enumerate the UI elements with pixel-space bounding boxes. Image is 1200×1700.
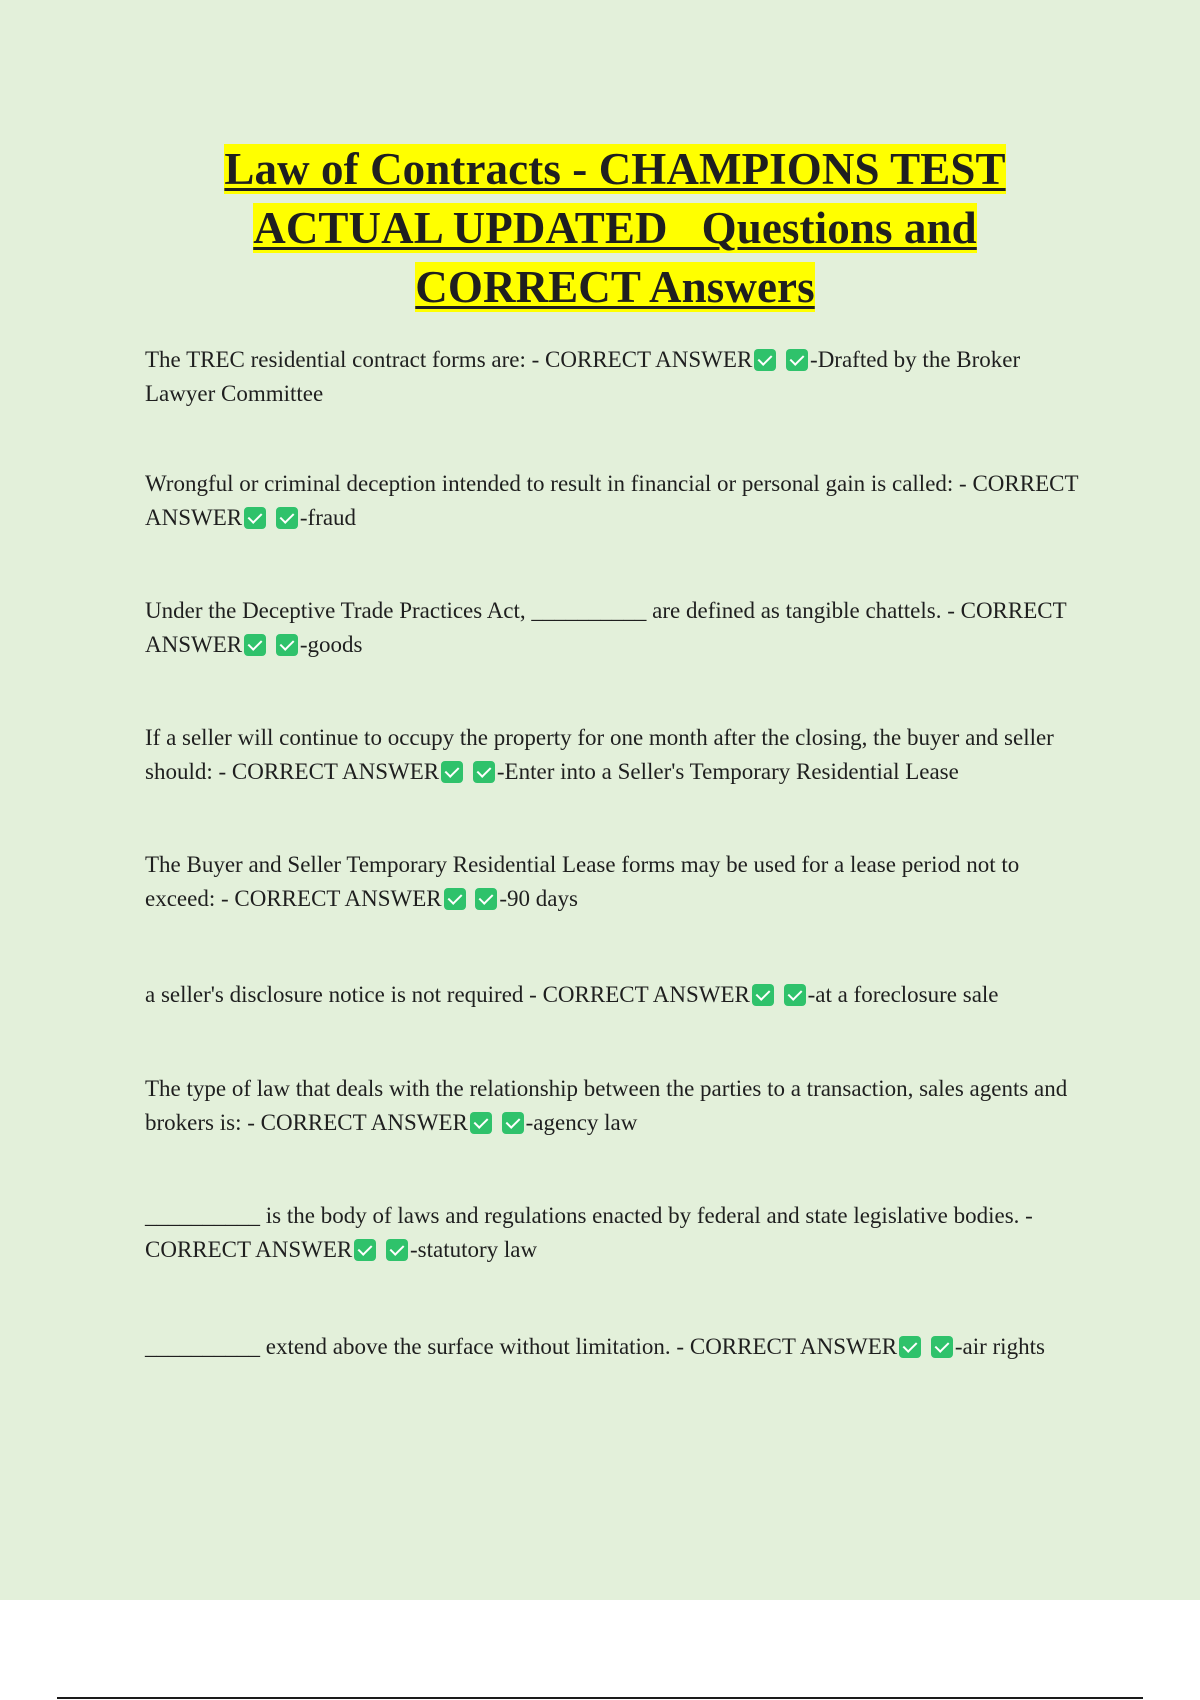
title-line-2: ACTUAL UPDATED Questions and	[253, 203, 977, 253]
check-icon	[354, 1239, 376, 1261]
check-icon	[475, 888, 497, 910]
check-icon	[276, 634, 298, 656]
qa-item	[145, 343, 1085, 411]
question-text: The type of law that deals with the relationship between the parties to a transaction, sales agents and brokers is: -	[145, 1076, 1068, 1135]
check-icon	[899, 1336, 921, 1358]
question-text: Wrongful or criminal deception intended to result in financial or personal gain is called: -	[145, 471, 973, 496]
qa-item	[145, 1330, 1085, 1364]
check-icon	[276, 507, 298, 529]
answer-text: -Enter into a Seller's Temporary Residential Lease	[496, 759, 959, 784]
check-icon	[752, 984, 774, 1006]
correct-answer-label: CORRECT ANSWER	[260, 1110, 468, 1135]
correct-answer-label: CORRECT ANSWER	[234, 886, 442, 911]
check-icon	[473, 761, 495, 783]
qa-item	[145, 978, 1085, 1012]
qa-item	[145, 467, 1085, 535]
check-icon	[441, 761, 463, 783]
document-title	[130, 140, 1100, 317]
correct-answer-label: CORRECT ANSWER	[145, 598, 1067, 657]
answer-text: -agency law	[525, 1110, 638, 1135]
correct-answer-label: CORRECT ANSWER	[231, 759, 440, 784]
qa-item	[145, 1199, 1085, 1267]
question-text: Under the Deceptive Trade Practices Act, __________ are defined as tangible chattels. -	[145, 598, 961, 623]
check-icon	[244, 507, 266, 529]
check-icon	[502, 1112, 524, 1134]
check-icon	[244, 634, 266, 656]
check-icon	[444, 888, 466, 910]
question-text: __________ extend above the surface without limitation. -	[145, 1334, 690, 1359]
answer-text: -Drafted by the Broker Lawyer Committee	[145, 347, 1021, 406]
qa-item	[145, 594, 1085, 662]
question-text: If a seller will continue to occupy the property for one month after the closing, the buyer and seller should: -	[145, 725, 1054, 784]
check-icon	[470, 1112, 492, 1134]
check-icon	[754, 349, 776, 371]
answer-text: -fraud	[299, 505, 357, 530]
check-icon	[386, 1239, 408, 1261]
correct-answer-label: CORRECT ANSWER	[689, 1334, 898, 1359]
answer-text: -statutory law	[410, 1237, 538, 1262]
title-line-3: CORRECT Answers	[415, 262, 815, 312]
correct-answer-label: CORRECT ANSWER	[545, 347, 753, 372]
check-icon	[931, 1336, 953, 1358]
answer-text: -at a foreclosure sale	[807, 982, 999, 1007]
answer-text: -air rights	[954, 1334, 1045, 1359]
check-icon	[784, 984, 806, 1006]
qa-item	[145, 1072, 1085, 1140]
check-icon	[786, 349, 808, 371]
qa-item	[145, 721, 1085, 789]
answer-text: -90 days	[499, 886, 578, 911]
question-text: The Buyer and Seller Temporary Residential Lease forms may be used for a lease period not to exceed: -	[145, 852, 1020, 911]
answer-text: -goods	[299, 632, 363, 657]
correct-answer-label: CORRECT ANSWER	[145, 1237, 353, 1262]
correct-answer-label: CORRECT ANSWER	[542, 982, 750, 1007]
correct-answer-label: CORRECT ANSWER	[145, 471, 1079, 530]
title-line-1: Law of Contracts - CHAMPIONS TEST	[224, 144, 1006, 194]
footer-divider	[57, 1697, 1143, 1699]
question-text: a seller's disclosure notice is not required -	[145, 982, 543, 1007]
question-text: __________ is the body of laws and regulations enacted by federal and state legislative bodies. -	[145, 1203, 1033, 1228]
question-text: The TREC residential contract forms are: -	[145, 347, 546, 372]
qa-item	[145, 848, 1085, 916]
